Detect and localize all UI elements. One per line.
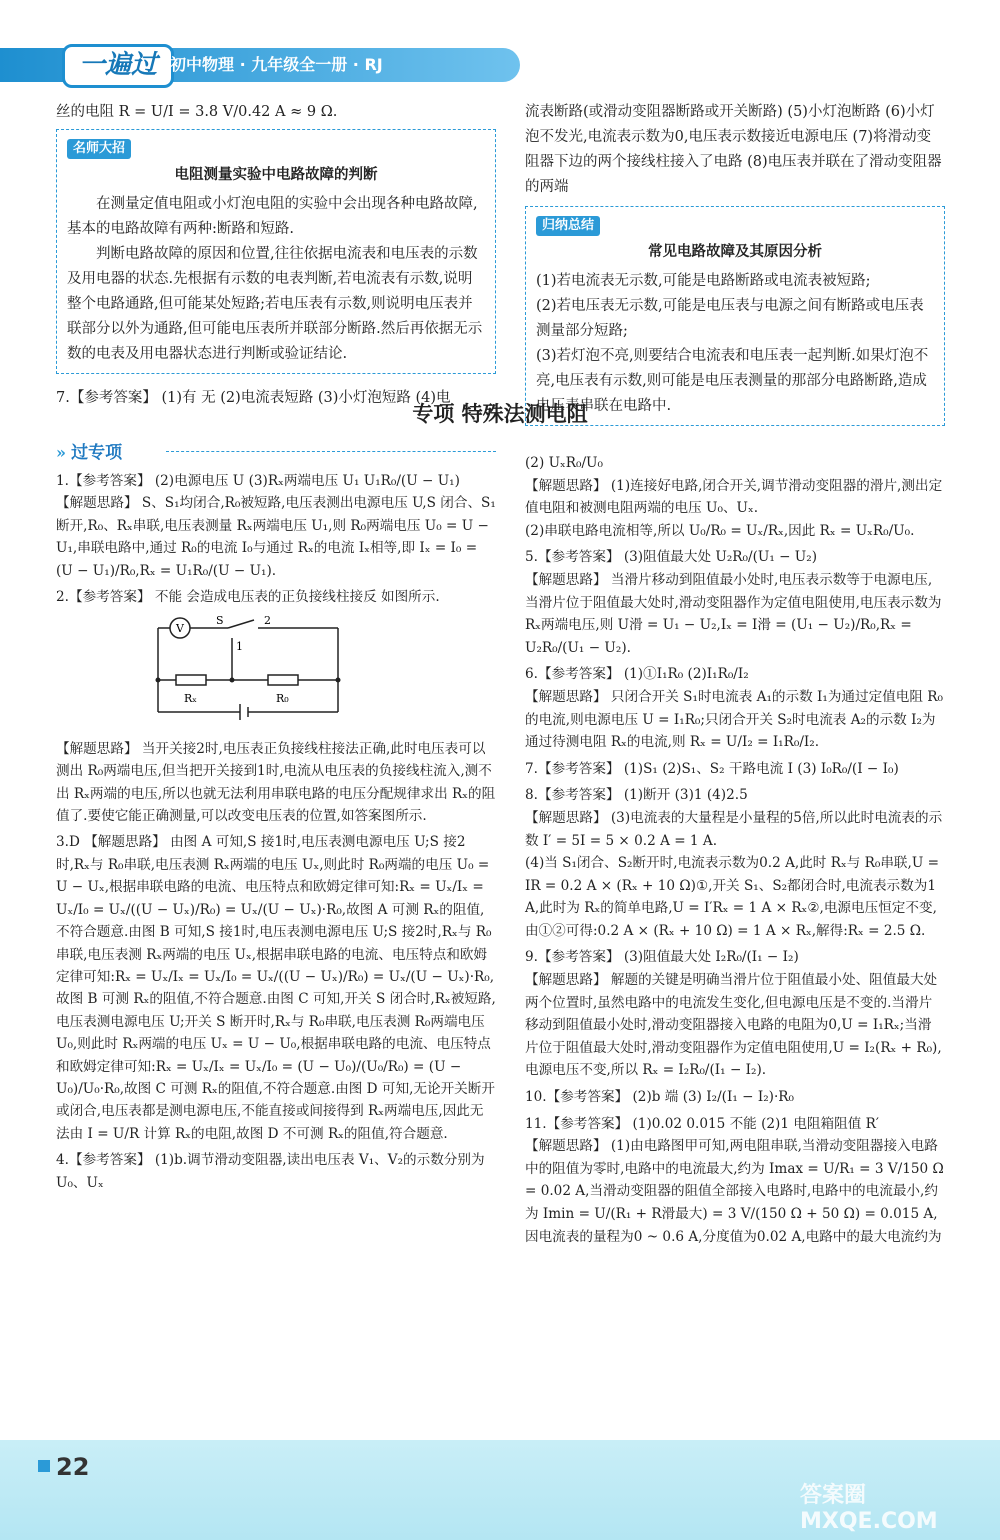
section-title: 专项 特殊法测电阻	[412, 402, 588, 426]
q4-answer: 4.【参考答案】 (1)b.调节滑动变阻器,读出电压表 V₁、V₂的示数分别为 U₀、Uₓ	[56, 1152, 485, 1191]
q6-solution: 【解题思路】 只闭合开关 S₁时电流表 A₁的示数 I₁为通过定值电阻 R₀的电流,则电源电压 U = I₁R₀;只闭合开关 S₂时电流表 A₂的示数 I₂为通过待测电阻 Rₓ的电流,则 Rₓ = U/I₂ = I₁R₀/I₂.	[525, 688, 943, 751]
q11-answer: 11.【参考答案】 (1)0.02 0.015 不能 (2)1 电阻箱阻值 R′	[525, 1115, 879, 1132]
right-main-column	[525, 452, 945, 1248]
page-number: 22	[56, 1453, 90, 1481]
section-label-bar	[56, 438, 496, 464]
circuit-diagram	[148, 614, 496, 731]
summary-item: (1)若电流表无示数,可能是电路断路或电流表被短路;	[536, 273, 871, 289]
q1-answer: 1.【参考答案】 (2)电源电压 U (3)Rₓ两端电压 U₁ U₁R₀/(U − U₁)	[56, 473, 460, 489]
q8-solution-2: (4)当 S₁闭合、S₂断开时,电流表示数为0.2 A,此时 Rₓ与 R₀串联,U = IR = 0.2 A × (Rₓ + 10 Ω)①,开关 S₁、S₂都闭合时,电流表示数为1 A,此时为 Rₓ的简单电路,U = I′Rₓ = 1 A × Rₓ②,电源电压恒定不变,由①②可得:0.2 A × (Rₓ + 10 Ω) = 1 A × Rₓ,解得:Rₓ = 2.5 Ω.	[525, 855, 939, 939]
rx-label: Rₓ	[184, 692, 197, 706]
summary-title: 常见电路故障及其原因分析	[648, 244, 822, 260]
r0-label: R₀	[276, 692, 289, 706]
q2-solution: 【解题思路】 当开关接2时,电压表正负接线柱接法正确,此时电压表可以测出 R₀两端电压,但当把开关接到1时,电流从电压表的负接线柱流入,测不出 Rₓ两端的电压,所以也就无法利用串联电路的电压分配规律求出 Rₓ的阻值了.要使它能正确测量,可以改变电压表的位置,如答案图所示.	[56, 740, 496, 825]
left-main-column	[56, 470, 496, 1194]
q4-solution-1: 【解题思路】 (1)连接好电路,闭合开关,调节滑动变阻器的滑片,测出定值电阻和被测电阻两端的电压 U₀、Uₓ.	[525, 477, 943, 517]
q8-answer: 8.【参考答案】 (1)断开 (3)1 (4)2.5	[525, 787, 748, 804]
book-subtitle: 初中物理 · 九年级全一册 · RJ	[170, 55, 383, 74]
tip-title: 电阻测量实验中电路故障的判断	[174, 167, 378, 183]
q9-solution: 【解题思路】 解题的关键是明确当滑片位于阻值最小处、阻值最大处两个位置时,虽然电路中的电流发生变化,但电源电压是不变的.当滑片移动到阻值最小处时,滑动变阻器接入电路的电阻为0,U = I₁Rₓ;当滑片位于阻值最大处时,滑动变阻器作为定值电阻使用,U = I₂(Rₓ + R₀),电源电压不变,所以 Rₓ = I₂R₀/(I₁ − I₂).	[525, 972, 942, 1079]
terminal-1-label: 1	[236, 640, 243, 654]
q7-continued: 流表断路(或滑动变阻器断路或开关断路) (5)小灯泡断路 (6)小灯泡不发光,电流表示数为0,电压表示数接近电源电压 (7)将滑动变阻器下边的两个接线柱接入了电路 (8)电压表并联在了滑动变阻器的两端	[525, 104, 942, 195]
q7-answer: 7.【参考答案】 (1)有 无 (2)电流表短路 (3)小灯泡短路 (4)电	[56, 390, 451, 406]
tip-paragraph-2: 判断电路故障的原因和位置,往往依据电流表和电压表的示数及用电器的状态.先根据有示数的电表判断,若电流表有示数,说明整个电路通路,但可能某处短路;若电压表有示数,则说明电压表并联部分以外为通路,但可能电压表所并联部分断路.然后再依据无示数的电表及用电器状态进行判断或验证结论.	[67, 246, 483, 362]
q10-answer: 10.【参考答案】 (2)b 端 (3) I₂/(I₁ − I₂)·R₀	[525, 1089, 794, 1106]
circuit-svg	[148, 614, 348, 724]
section-divider	[166, 451, 496, 452]
tip-tag: 名师大招	[67, 139, 131, 159]
q7-main-answer: 7.【参考答案】 (1)S₁ (2)S₁、S₂ 干路电流 I (3) I₀R₀/(I − I₀)	[525, 760, 899, 777]
q4-solution-2: (2)串联电路电流相等,所以 U₀/R₀ = Uₓ/Rₓ,因此 Rₓ = UₓR₀/U₀.	[525, 522, 915, 539]
q6-answer: 6.【参考答案】 (1)①I₁R₀ (2)I₁R₀/I₂	[525, 666, 749, 683]
voltmeter-label: V	[176, 622, 184, 636]
summary-item: (3)若灯泡不亮,则要结合电流表和电压表一起判断.如果灯泡不亮,电压表有示数,则可能是电压表测量的那部分电路断路,造成电压表串联在电路中.	[536, 348, 929, 414]
tip-box	[56, 129, 496, 374]
q1-solution: 【解题思路】 S、S₁均闭合,R₀被短路,电压表测出电源电压 U,S 闭合、S₁断开,R₀、Rₓ串联,电压表测量 Rₓ两端电压 U₁,则 R₀两端电压 U₀ = U − U₁,串联电路中,通过 R₀的电流 I₀与通过 Rₓ的电流 Iₓ相等,即 Iₓ = I₀ = (U − U₁)/R₀,Rₓ = U₁R₀/(U − U₁).	[56, 495, 496, 579]
q2-answer: 2.【参考答案】 不能 会造成电压表的正负接线柱接反 如图所示.	[56, 589, 440, 606]
chevron-icon: »	[56, 443, 66, 462]
q4-part2: (2) UₓR₀/U₀	[525, 455, 603, 471]
brand-logo: 一遍过	[62, 44, 174, 88]
summary-tag: 归纳总结	[536, 216, 600, 236]
summary-item: (2)若电压表无示数,可能是电压表与电源之间有断路或电压表测量部分短路;	[536, 298, 924, 339]
page-header	[0, 0, 1000, 90]
tip-paragraph-1: 在测量定值电阻或小灯泡电阻的实验中会出现各种电路故障,基本的电路故障有两种:断路和短路.	[67, 196, 478, 237]
watermark: 答案圈 MXQE.COM	[800, 1483, 938, 1534]
resistance-line: 丝的电阻 R = U/I = 3.8 V/0.42 A ≈ 9 Ω.	[56, 104, 338, 120]
q5-solution: 【解题思路】 当滑片移动到阻值最小处时,电压表示数等于电源电压,当滑片位于阻值最大处时,滑动变阻器作为定值电阻使用,电压表示数为 Rₓ两端电压,则 U滑 = U₁ − U₂,Iₓ = I滑 = (U₁ − U₂)/R₀,Rₓ = U₂R₀/(U₁ − U₂).	[525, 571, 942, 656]
page-marker-icon	[38, 1460, 50, 1472]
q11-solution: 【解题思路】 (1)由电路图甲可知,两电阻串联,当滑动变阻器接入电路中的阻值为零时,电路中的电流最大,约为 Imax = U/R₁ = 3 V/150 Ω = 0.02 A,当滑动变阻器的阻值全部接入电路时,电路中的电流最小,约为 Imin = U/(R₁ + R滑最大) = 3 V/(150 Ω + 50 Ω) = 0.015 A,因电流表的量程为0 ~ 0.6 A,分度值为0.02 A,电路中的最大电流约为	[525, 1138, 944, 1245]
switch-label: S	[216, 614, 224, 628]
left-top-column	[56, 100, 496, 411]
q5-answer: 5.【参考答案】 (3)阻值最大处 U₂R₀/(U₁ − U₂)	[525, 549, 818, 566]
q3-solution: 3.D 【解题思路】 由图 A 可知,S 接1时,电压表测电源电压 U;S 接2时,Rₓ与 R₀串联,电压表测 Rₓ两端的电压 Uₓ,则此时 R₀两端的电压 U₀ = U − Uₓ,根据串联电路的电流、电压特点和欧姆定律可知:Rₓ = Uₓ/Iₓ = Uₓ/I₀ = Uₓ/((U − Uₓ)/R₀) = Uₓ/(U − Uₓ)·R₀,故图 A 可测 Rₓ的阻值,不符合题意.由图 B 可知,S 接1时,电压表测电源电压 U;S 接2时,Rₓ与 R₀串联,电压表测 Rₓ两端的电压 Uₓ,根据串联电路的电流、电压特点和欧姆定律可知:Rₓ = Uₓ/Iₓ = Uₓ/I₀ = Uₓ/((U − Uₓ)/R₀) = Uₓ/(U − Uₓ)·R₀,故图 B 可测 Rₓ的阻值,不符合题意.由图 C 可知,开关 S 闭合时,Rₓ被短路,电压表测电源电压 U;开关 S 断开时,Rₓ与 R₀串联,电压表测 R₀两端电压 U₀,则此时 Rₓ两端的电压 Uₓ = U − U₀,根据串联电路的电流、电压特点和欧姆定律可知:Rₓ = Uₓ/Iₓ = Uₓ/I₀ = (U − U₀)/(U₀/R₀) = (U − U₀)/U₀·R₀,故图 C 可测 Rₓ的阻值,不符合题意.由图 D 可知,无论开关断开或闭合,电压表都是测电源电压,不能直接或间接得到 Rₓ两端电压,因此无法由 I = U/R 计算 Rₓ的电阻,故图 D 不可测 Rₓ的阻值,符合题意.	[56, 834, 496, 1142]
right-top-column	[525, 100, 945, 426]
summary-box	[525, 206, 945, 426]
q9-answer: 9.【参考答案】 (3)阻值最大处 I₂R₀/(I₁ − I₂)	[525, 949, 799, 966]
q8-solution-1: 【解题思路】 (3)电流表的大量程是小量程的5倍,所以此时电流表的示数 I′ = 5I = 5 × 0.2 A = 1 A.	[525, 809, 943, 849]
terminal-2-label: 2	[264, 614, 271, 628]
section-label: 过专项	[71, 443, 123, 463]
